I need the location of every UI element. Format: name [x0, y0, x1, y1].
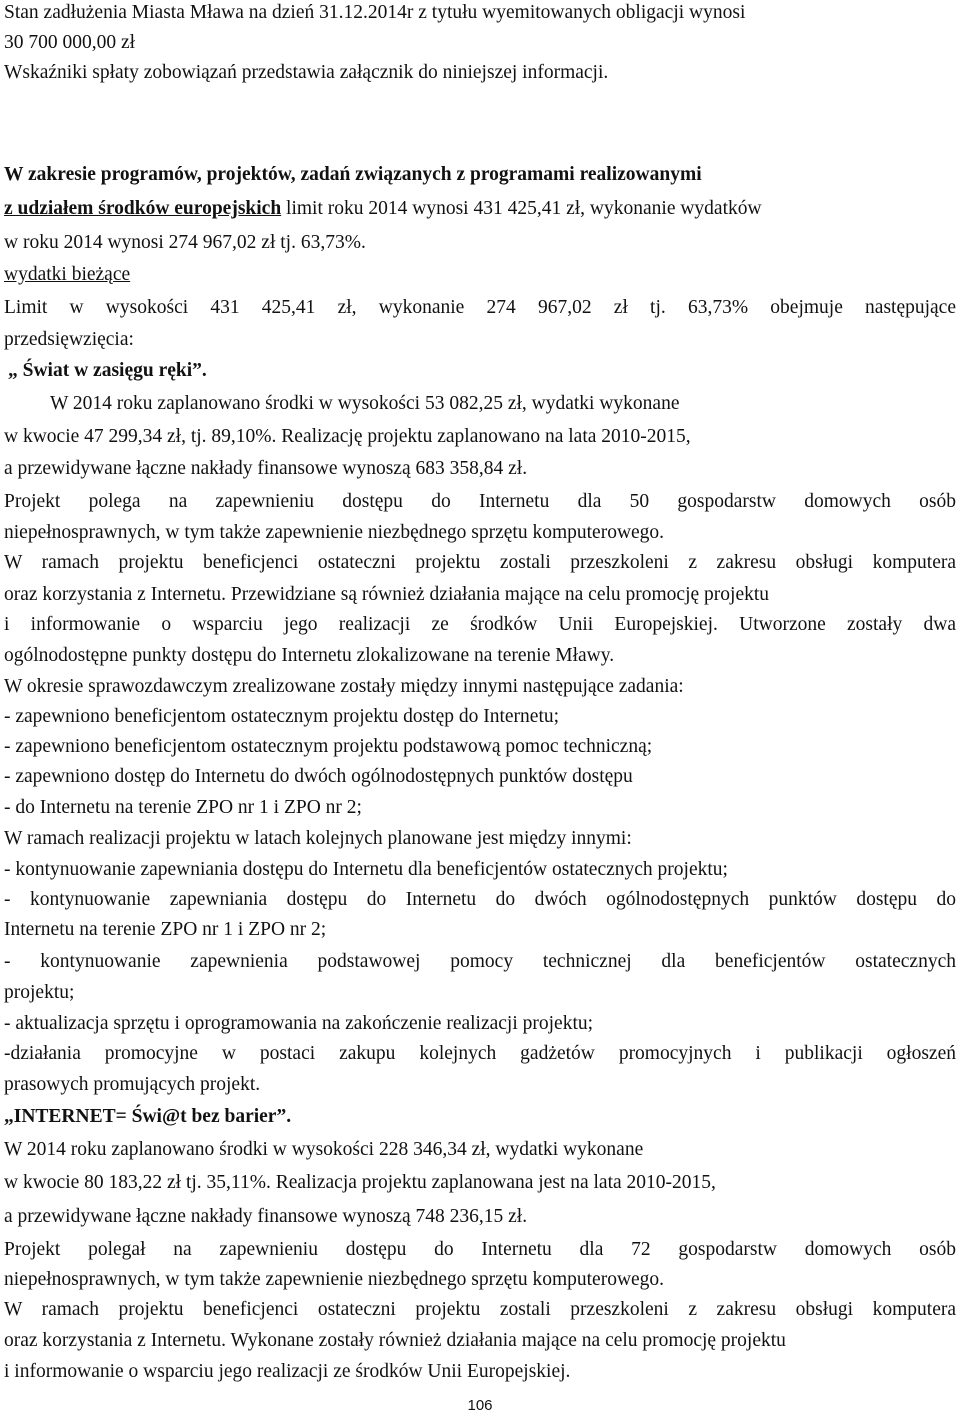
project1-description-line2: niepełnosprawnych, w tym także zapewnienie niezbędnego sprzętu komputerowego. — [4, 522, 665, 543]
project2-costs-line: a przewidywane łączne nakłady finansowe wynoszą 748 236,15 zł. — [4, 1206, 528, 1227]
eu-funds-phrase: z udziałem środków europejskich — [4, 198, 282, 219]
eu-programs-heading: W zakresie programów, projektów, zadań związanych z programami realizowanymi — [4, 164, 702, 185]
next-years-heading: W ramach realizacji projektu w latach kolejnych planowane jest między innymi: — [4, 828, 632, 849]
project2-amount-line: w kwocie 80 183,22 zł tj. 35,11%. Realizacja projektu zaplanowana jest na lata 2010-2015, — [4, 1172, 716, 1193]
project1-costs-line: a przewidywane łączne nakłady finansowe wynoszą 683 358,84 zł. — [4, 458, 528, 479]
reporting-period-heading: W okresie sprawozdawczym zrealizowane zostały między innymi następujące zadania: — [4, 676, 684, 697]
debt-amount-line: 30 700 000,00 zł — [4, 32, 136, 53]
planned-item: - kontynuowanie zapewniania dostępu do Internetu do dwóch ogólnodostępnych punktów dostępu do — [4, 889, 956, 910]
undertakings-line: przedsięwzięcia: — [4, 329, 134, 350]
task-item: - zapewniono beneficjentom ostatecznym projektu podstawową pomoc techniczną; — [4, 736, 653, 757]
indicators-line: Wskaźniki spłaty zobowiązań przedstawia załącznik do niniejszej informacji. — [4, 62, 609, 83]
planned-item-cont: prasowych promujących projekt. — [4, 1074, 261, 1095]
project-title-internet: „INTERNET= Świ@t bez barier”. — [4, 1106, 292, 1127]
eu-execution-line: w roku 2014 wynosi 274 967,02 zł tj. 63,73%. — [4, 232, 366, 253]
project2-description-line2: niepełnosprawnych, w tym także zapewnienie niezbędnego sprzętu komputerowego. — [4, 1269, 665, 1290]
project1-description-line1: Projekt polega na zapewnieniu dostępu do Internetu dla 50 gospodarstw domowych osób — [4, 491, 956, 512]
task-item: - zapewniono beneficjentom ostatecznym projektu dostęp do Internetu; — [4, 706, 560, 727]
eu-limit-line — [4, 196, 956, 222]
eu-limit-text: limit roku 2014 wynosi 431 425,41 zł, wykonanie wydatków — [281, 198, 762, 219]
project2-description-line1: Projekt polegał na zapewnieniu dostępu do Internetu dla 72 gospodarstw domowych osób — [4, 1239, 956, 1260]
task-item: - do Internetu na terenie ZPO nr 1 i ZPO nr 2; — [4, 797, 362, 818]
planned-item: - kontynuowanie zapewniania dostępu do Internetu dla beneficjentów ostatecznych projektu; — [4, 859, 728, 880]
planned-item: -działania promocyjne w postaci zakupu kolejnych gadżetów promocyjnych i publikacji ogłoszeń — [4, 1043, 956, 1064]
project1-training-line4: ogólnodostępne punkty dostępu do Internetu zlokalizowane na terenie Mławy. — [4, 645, 615, 666]
project2-plan-line: W 2014 roku zaplanowano środki w wysokości 228 346,34 zł, wydatki wykonane — [4, 1139, 644, 1160]
project1-training-line1: W ramach projektu beneficjenci ostateczni projektu zostali przeszkoleni z zakresu obsługi komputera — [4, 552, 956, 573]
project2-training-line2: oraz korzystania z Internetu. Wykonane zostały również działania mające na celu promocję projektu — [4, 1330, 786, 1351]
planned-item: - kontynuowanie zapewnienia podstawowej pomocy technicznej dla beneficjentów ostatecznych — [4, 951, 956, 972]
project1-amount-line: w kwocie 47 299,34 zł, tj. 89,10%. Realizację projektu zaplanowano na lata 2010-2015, — [4, 426, 691, 447]
project1-plan-line: W 2014 roku zaplanowano środki w wysokości 53 082,25 zł, wydatki wykonane — [50, 393, 680, 414]
project1-training-line3: i informowanie o wsparciu jego realizacji ze środków Unii Europejskiej. Utworzone zostały dwa — [4, 614, 956, 635]
planned-item-cont: projektu; — [4, 982, 75, 1003]
project1-training-line2: oraz korzystania z Internetu. Przewidziane są również działania mające na celu promocję projektu — [4, 584, 770, 605]
task-item: - zapewniono dostęp do Internetu do dwóch ogólnodostępnych punktów dostępu — [4, 766, 633, 787]
page-number: 106 — [467, 1397, 493, 1414]
limit-line: Limit w wysokości 431 425,41 zł, wykonanie 274 967,02 zł tj. 63,73% obejmuje następujące — [4, 297, 956, 318]
current-expenses-heading: wydatki bieżące — [4, 264, 131, 285]
debt-status-line: Stan zadłużenia Miasta Mława na dzień 31.12.2014r z tytułu wyemitowanych obligacji wynosi — [4, 2, 746, 23]
project2-training-line1: W ramach projektu beneficjenci ostateczni projektu zostali przeszkoleni z zakresu obsługi komputera — [4, 1299, 956, 1320]
planned-item: - aktualizacja sprzętu i oprogramowania na zakończenie realizacji projektu; — [4, 1013, 594, 1034]
project-title-swiat: „ Świat w zasięgu ręki”. — [8, 360, 207, 381]
planned-item-cont: Internetu na terenie ZPO nr 1 i ZPO nr 2; — [4, 919, 327, 940]
project2-training-line3: i informowanie o wsparciu jego realizacji ze środków Unii Europejskiej. — [4, 1361, 571, 1382]
